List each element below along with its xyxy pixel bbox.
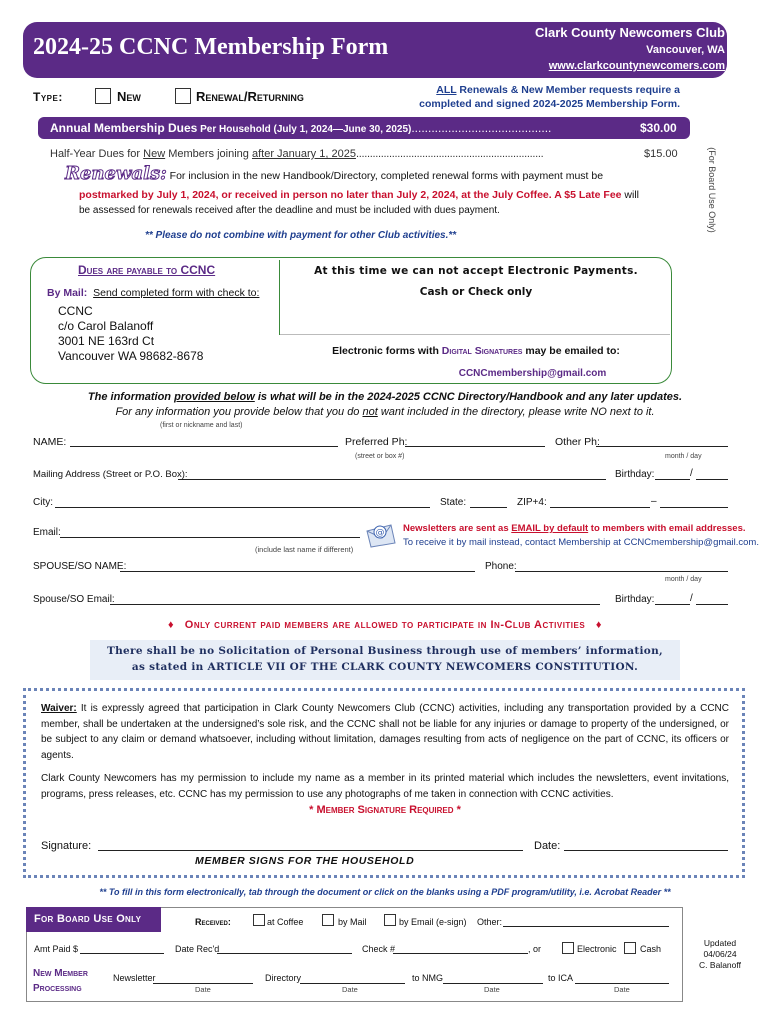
spouse-birthday-day-input[interactable] (696, 595, 728, 605)
date-hint-1: Date (195, 985, 211, 994)
mailing-address (58, 304, 203, 364)
annual-dues-period: Per Household (July 1, 2024—June 30, 2025) (197, 124, 412, 135)
date-label: Date: (534, 840, 561, 852)
newsletter-red2: to members with email addresses. (588, 523, 746, 534)
other-label: Other: (477, 917, 503, 927)
directory-label: Directory (265, 973, 302, 983)
half-after: after January 1, 2025 (251, 148, 356, 160)
info2-post: want included in the directory, please write NO next to it. (377, 406, 655, 418)
signs-for-household: MEMBER SIGNS FOR THE HOUSEHOLD (195, 855, 415, 867)
club-city: Vancouver, WA (646, 44, 725, 56)
preferred-phone-label: Preferred Ph: (345, 436, 408, 448)
zip-dash: – (651, 496, 657, 507)
updated-line3: C. Balanoff (699, 960, 741, 970)
new-option-label: New (117, 89, 141, 104)
email-input[interactable] (60, 528, 360, 538)
name-label: NAME: (33, 436, 67, 448)
birthday-month-input[interactable] (655, 470, 690, 480)
birthday-day-input[interactable] (696, 470, 728, 480)
month-day-hint: month / day (665, 453, 702, 460)
solicitation-line1: There shall be no Solicitation of Personal Business through use of members’ information, (106, 645, 664, 657)
to-ica-input[interactable] (575, 974, 669, 984)
by-mail-line (47, 287, 259, 299)
svg-text:@: @ (375, 528, 385, 538)
info-under: provided below (174, 391, 255, 403)
spouse-phone-input[interactable] (515, 562, 728, 572)
waiver-body: It is expressly agreed that participation in Clark County Newcomers Club (CCNC) activities, including any transportation provided by a CCNC member, shall be undertaken at the undersigned’s sole risk, and the CCNC shall not be liable for any injuries or damage to property of the undersigned, or be subject to any claim or demand whatsoever, including without limitation, damages resulting from acts of negligence on the part of CCNC, its officers or agents. (41, 703, 729, 761)
cash-label: Cash (640, 944, 662, 954)
check-no-label: Check # (362, 944, 396, 954)
nickname-hint: (first or nickname and last) (160, 422, 243, 429)
board-use-heading: For Board Use Only (34, 913, 142, 925)
renewals-title: Renewals: (65, 163, 167, 184)
annual-dues-text (50, 121, 551, 135)
cash-checkbox[interactable] (624, 942, 636, 954)
by-email-checkbox[interactable] (384, 914, 396, 926)
annual-dues-label: Annual Membership Dues (50, 121, 198, 135)
city-input[interactable] (55, 498, 430, 508)
renewals-text1: For inclusion in the new Handbook/Directory, completed renewal forms with payment must be (169, 170, 604, 182)
payment-divider-horizontal (280, 334, 670, 335)
to-nmg-label: to NMG (412, 973, 444, 983)
updated-line2: 04/06/24 (703, 949, 737, 959)
spouse-email-input[interactable] (110, 595, 600, 605)
city-label: City: (33, 497, 53, 508)
type-label: Type: (33, 90, 63, 104)
note-line2: completed and signed 2024-2025 Membership Form. (419, 98, 680, 110)
date-recd-input[interactable] (217, 944, 352, 954)
to-ica-label: to ICA (548, 973, 574, 983)
waiver-text (41, 701, 729, 763)
at-coffee-checkbox[interactable] (253, 914, 265, 926)
or-label: , or (528, 944, 542, 954)
date-hint-2: Date (342, 985, 358, 994)
other-phone-label: Other Ph: (555, 436, 600, 448)
only-paid-notice (0, 619, 770, 631)
cash-check-only: Cash or Check only (419, 286, 533, 298)
mailing-address-input[interactable] (178, 470, 606, 480)
newsletter-red: Newsletters are sent as (403, 523, 512, 534)
signature-required: * Member Signature Required * (309, 804, 461, 816)
spouse-email-label: Spouse/SO Email: (33, 594, 115, 605)
by-mail-option-label: by Mail (338, 917, 367, 927)
board-use-vertical-label: (For Board Use Only) (707, 147, 717, 233)
date-hint-3: Date (484, 985, 500, 994)
renewals-text2-rest: will (621, 189, 640, 201)
address-line: CCNC (58, 304, 93, 318)
new-checkbox[interactable] (95, 88, 111, 104)
zip4-input[interactable] (660, 498, 728, 508)
half-pre: Half-Year Dues for (50, 148, 144, 160)
email-post: may be emailed to: (522, 345, 620, 357)
no-combine-note: ** Please do not combine with payment for other Club activities.** (145, 230, 457, 241)
spouse-birthday-month-input[interactable] (655, 595, 690, 605)
half-mid: Members joining (165, 148, 252, 160)
half-year-dues (50, 148, 543, 160)
last-name-hint: (include last name if different) (255, 545, 354, 554)
processing-label: Processing (33, 983, 82, 994)
renewal-option-label: Renewal/Returning (196, 89, 304, 104)
mailing-address-label: Mailing Address (Street or P.O. Box): (33, 469, 188, 480)
fill-electronically-note: ** To fill in this form electronically, tab through the document or click on the blanks using a PDF program/utility, i.e. Acrobat Reader ** (99, 887, 671, 897)
note-all: ALL (436, 84, 457, 96)
annual-dues-amount: $30.00 (640, 121, 677, 135)
waiver-label: Waiver: (41, 703, 77, 714)
by-mail-label: By Mail: (47, 287, 88, 299)
club-name: Clark County Newcomers Club (535, 25, 725, 40)
club-url[interactable]: www.clarkcountynewcomers.com (548, 60, 725, 72)
date-hint-4: Date (614, 985, 630, 994)
amt-paid-label: Amt Paid $ (34, 944, 79, 954)
date-recd-label: Date Rec'd (175, 944, 220, 954)
diamond-left: ♦ (168, 619, 175, 631)
directory-input[interactable] (300, 974, 405, 984)
half-year-amount: $15.00 (644, 148, 678, 160)
spouse-name-label: SPOUSE/SO NAME: (33, 561, 127, 572)
diamond-right: ♦ (595, 619, 602, 631)
half-new: New (143, 148, 166, 160)
newsletter-input[interactable] (153, 974, 253, 984)
amt-paid-input[interactable] (80, 944, 164, 954)
other-phone-input[interactable] (596, 437, 728, 447)
newsletter-label: Newsletter (113, 973, 156, 983)
address-line: Vancouver WA 98682-8678 (58, 349, 204, 363)
by-mail-checkbox[interactable] (322, 914, 334, 926)
zip-input[interactable] (550, 498, 650, 508)
spouse-phone-label: Phone: (485, 561, 517, 572)
info-pre: The information (87, 391, 175, 403)
received-label: Received: (195, 917, 231, 927)
renewals-text2-red: postmarked by July 1, 2024, or received in person no later than July 2, 2024, at the July Coffee. A $5 Late Fee (79, 189, 622, 201)
info-line2 (0, 406, 770, 418)
by-email-label: by Email (e-sign) (399, 917, 467, 927)
waiver-permission: Clark County Newcomers has my permission to include my name as a member in its printed material which includes the newsletters, event invitations, programs, press releases, etc. CCNC has my permission to use any photographs of me taken in connection with CCNC activities. (41, 773, 729, 800)
only-paid-text: Only current paid members are allowed to participate in In-Club Activities (184, 619, 586, 631)
birthday-label: Birthday: (615, 469, 655, 480)
email-pre: Electronic forms with (332, 345, 442, 357)
state-input[interactable] (470, 498, 507, 508)
date-input[interactable] (564, 841, 728, 851)
state-label: State: (440, 497, 467, 508)
signature-input[interactable] (98, 841, 523, 851)
info-post: is what will be in the 2024-2025 CCNC Directory/Handbook and any later updates. (254, 391, 683, 403)
newsletter-mail-instructions: To receive it by mail instead, contact Membership at CCNCmembership@gmail.com. (403, 537, 759, 548)
street-box-hint: (street or box #) (355, 453, 405, 460)
updated-line1: Updated (703, 938, 737, 948)
other-input[interactable] (503, 917, 669, 927)
info2-not: not (362, 406, 378, 418)
membership-email[interactable]: CCNCmembership@gmail.com (458, 368, 607, 379)
renewals-late-fee: be assessed for renewals received after the deadline and must be included with dues payment. (79, 205, 500, 216)
preferred-phone-input[interactable] (405, 437, 545, 447)
electronic-label: Electronic (577, 944, 617, 954)
note-rest: Renewals & New Member requests require a (456, 84, 680, 96)
info2-pre: For any information you provide below that you do (115, 406, 363, 418)
to-nmg-input[interactable] (443, 974, 543, 984)
signature-label: Signature: (41, 840, 92, 852)
check-no-input[interactable] (393, 944, 528, 954)
newsletter-notice (403, 523, 746, 534)
spouse-birthday-label: Birthday: (615, 594, 655, 605)
renewals-deadline (79, 189, 690, 201)
new-member-label: New Member (33, 968, 88, 979)
email-envelope-icon (365, 521, 397, 549)
updated-stamp (690, 938, 750, 971)
renewal-requirement-note (380, 83, 680, 111)
electronic-checkbox[interactable] (562, 942, 574, 954)
renewal-checkbox[interactable] (175, 88, 191, 104)
form-title: 2024-25 CCNC Membership Form (33, 34, 389, 60)
address-line: 3001 NE 163rd Ct (58, 334, 155, 348)
half-dots: .................................................................... (355, 148, 544, 160)
email-label: Email: (33, 527, 61, 538)
email-digital: Digital Signatures (441, 345, 523, 357)
payable-heading: Dues are payable to CCNC (78, 263, 216, 277)
address-line: c/o Carol Balanoff (58, 319, 154, 333)
name-input[interactable] (70, 437, 338, 447)
by-mail-text: Send completed form with check to: (93, 287, 260, 299)
at-coffee-label: at Coffee (267, 917, 304, 927)
spouse-birthday-slash: / (690, 593, 693, 604)
info-line1 (0, 391, 770, 403)
birthday-slash: / (690, 468, 693, 479)
renewals-block (65, 163, 690, 184)
zip-label: ZIP+4: (517, 497, 547, 508)
solicitation-line2: as stated in ARTICLE VII OF THE CLARK COUNTY NEWCOMERS CONSTITUTION. (131, 661, 639, 673)
no-electronic-payments: At this time we can not accept Electronic Payments. (314, 265, 638, 277)
annual-dues-dots: .......................................... (411, 121, 552, 135)
email-forms-line (280, 345, 672, 357)
spouse-name-input[interactable] (120, 562, 475, 572)
month-day-hint2: month / day (665, 576, 702, 583)
newsletter-email: EMAIL by default (511, 523, 589, 534)
